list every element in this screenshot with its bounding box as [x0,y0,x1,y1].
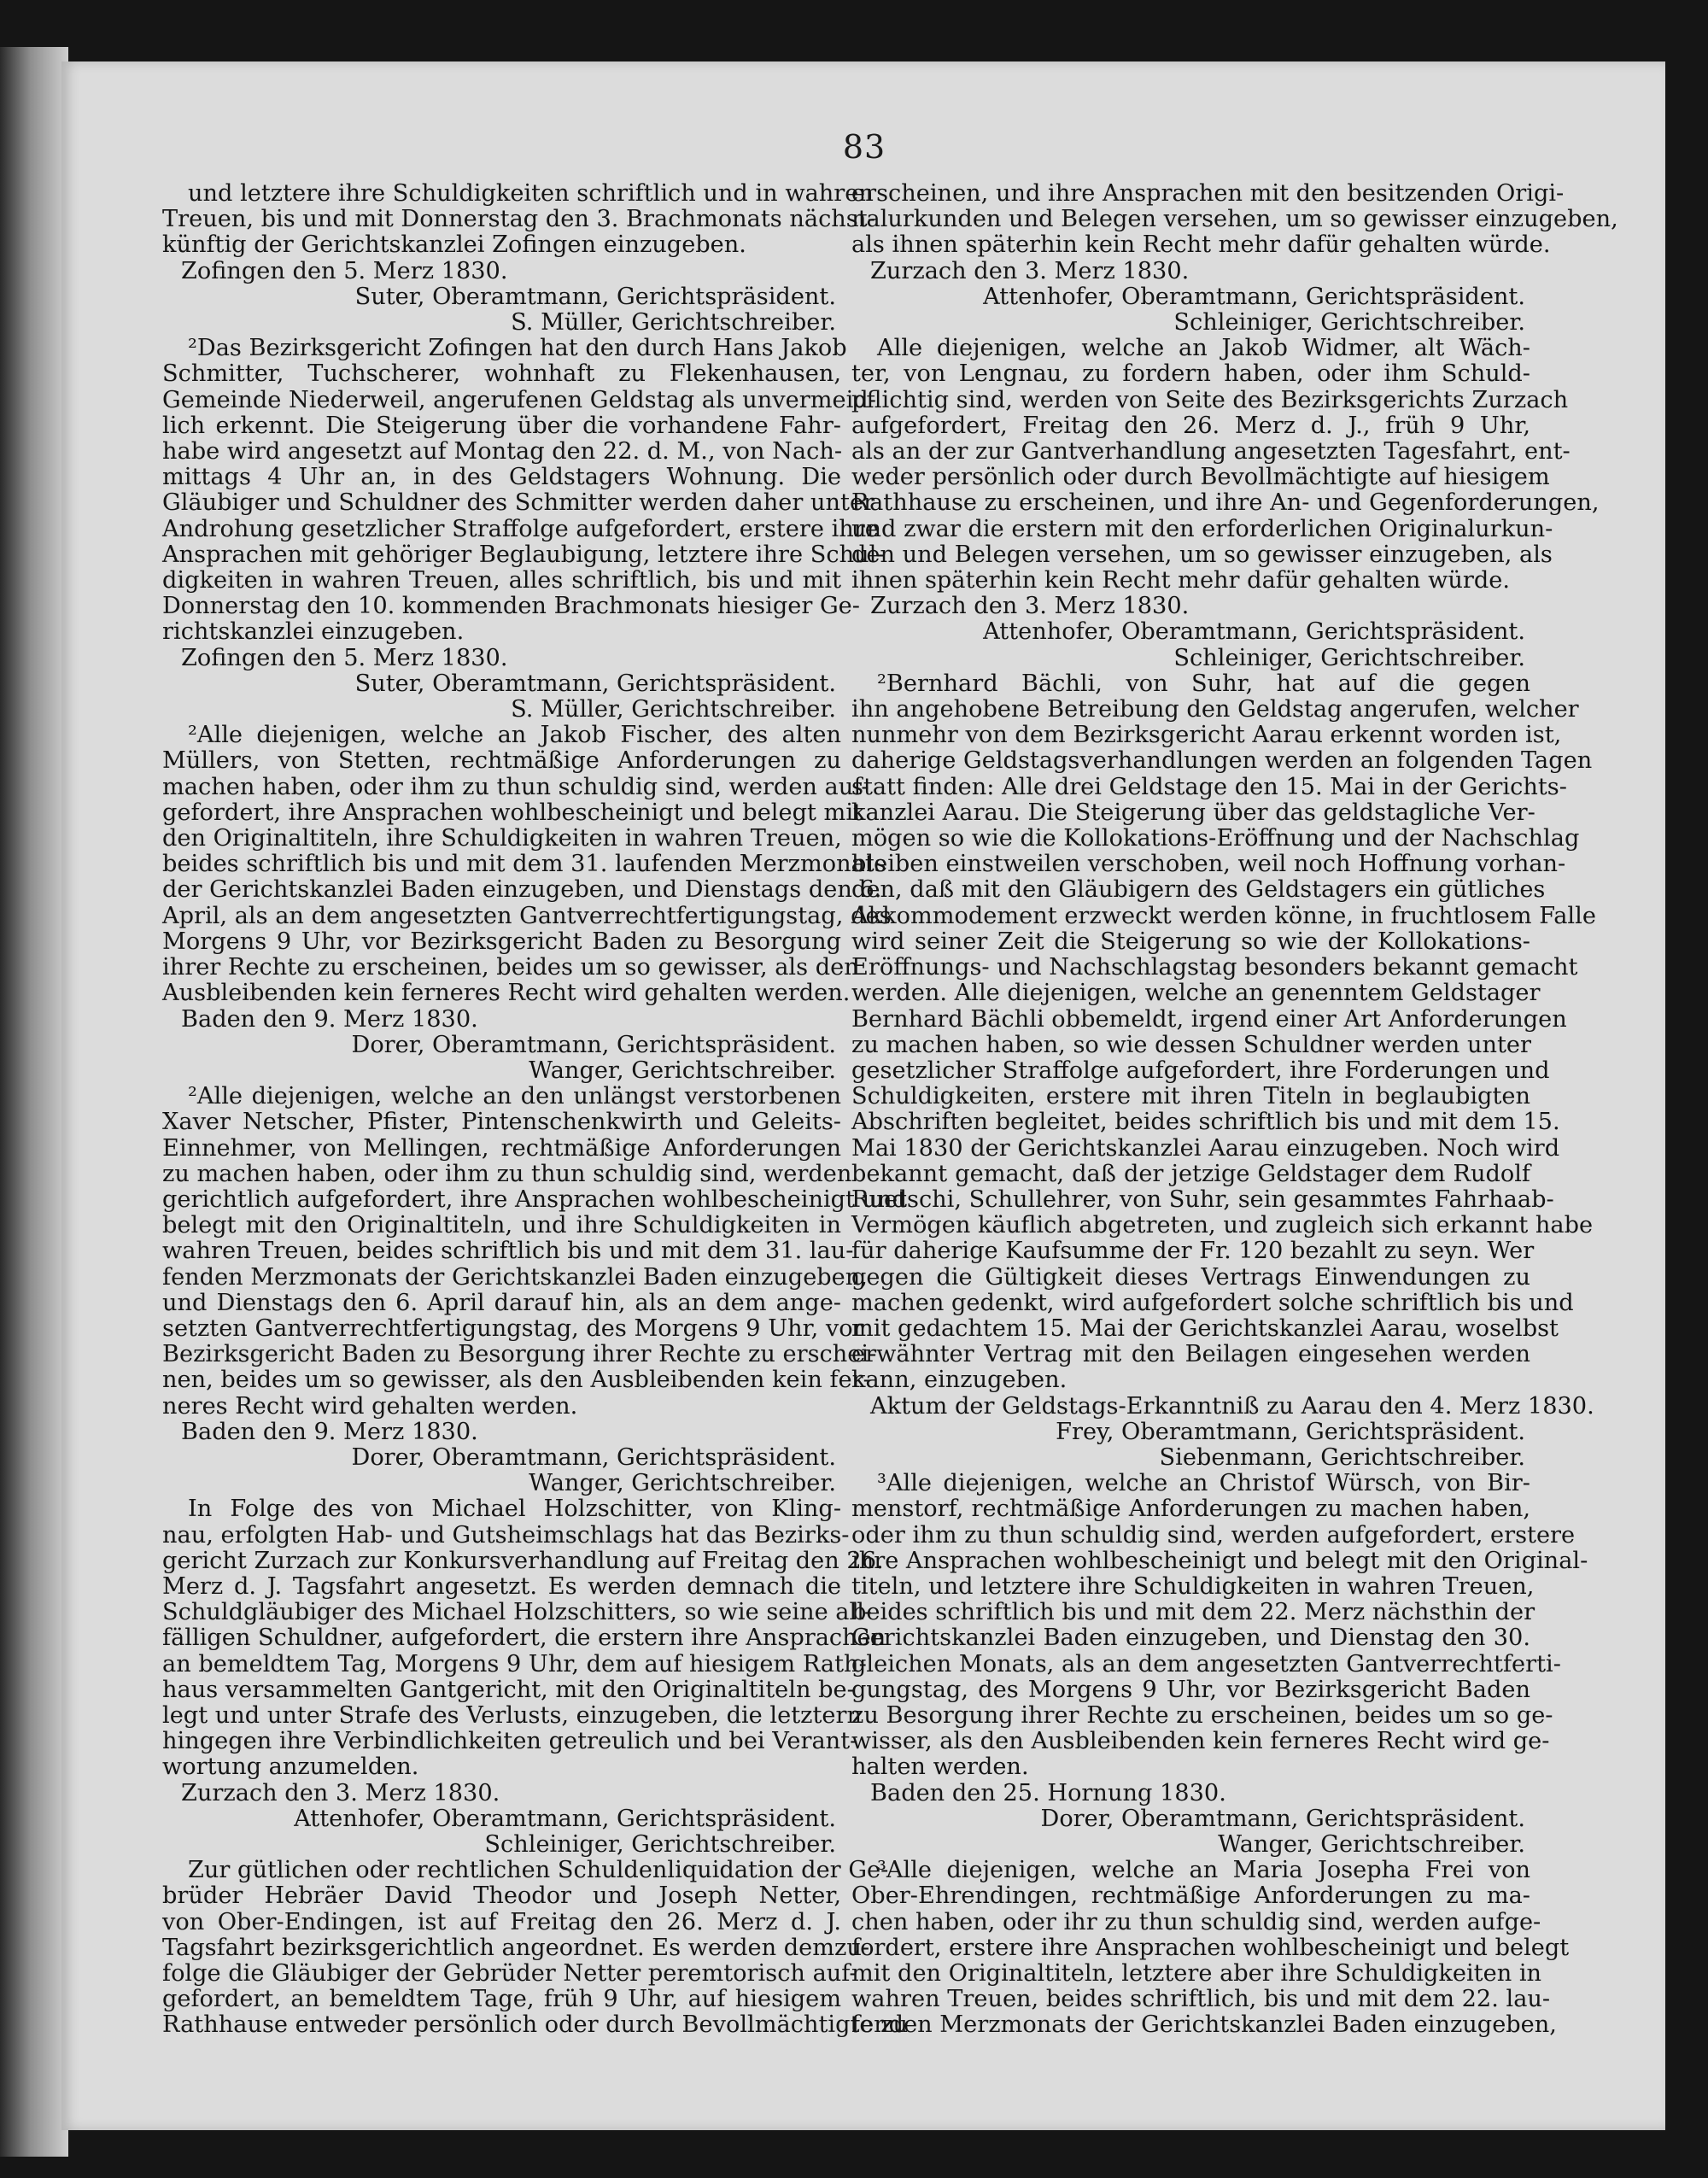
text-line: künftig der Gerichtskanzlei Zofingen einzugeben. [162,231,746,259]
signature-line: Wanger, Gerichtschreiber. [529,1057,836,1084]
text-line: Gemeinde Niederweil, angerufenen Geldstag als unvermeid- [162,386,876,413]
text-line: Mai 1830 der Gerichtskanzlei Aarau einzugeben. Noch wird [851,1134,1560,1162]
text-line: Eröffnungs- und Nachschlagstag besonders bekannt gemacht [851,954,1578,981]
text-line: haus versammelten Gantgericht, mit den Originaltiteln be- [162,1676,855,1703]
text-line: den, daß mit den Gläubigern des Geldstagers ein gütliches [851,876,1546,904]
text-line: folge die Gläubiger der Gebrüder Netter peremtorisch auf- [162,1960,857,1988]
text-line: ²Das Bezirksgericht Zofingen hat den durch Hans Jakob [188,335,847,362]
text-line: beides schriftlich bis und mit dem 31. laufenden Merzmonats [162,851,886,878]
text-line: machen gedenkt, wird aufgefordert solche schriftlich bis und [851,1289,1574,1316]
text-line: Ansprachen mit gehöriger Beglaubigung, letztere ihre Schul- [162,541,885,568]
notice-paragraph [851,1470,1588,1781]
text-line: gefordert, ihre Ansprachen wohlbescheinigt und belegt mit [162,799,863,826]
dateline: Zurzach den 3. Merz 1830. [870,257,1190,284]
dateline: Baden den 9. Merz 1830. [181,1005,478,1033]
dateline: Zurzach den 3. Merz 1830. [181,1779,500,1806]
signature-line: Suter, Oberamtmann, Gerichtspräsident. [354,670,836,697]
text-line: Gläubiger und Schuldner des Schmitter werden daher unter [162,489,875,517]
text-line: ihre Ansprachen wohlbescheinigt und belegt mit den Original- [851,1547,1588,1574]
text-line: den und Belegen versehen, um so gewisser einzugeben, als [851,541,1553,568]
text-line: belegt mit den Originaltiteln, und ihre Schuldigkeiten in [162,1212,841,1239]
notice-paragraph [162,180,875,259]
text-line: als an der zur Gantverhandlung angesetzten Tagesfahrt, ent- [851,438,1571,465]
text-line: wahren Treuen, beides schriftlich, bis und mit dem 22. lau- [851,1986,1551,2013]
text-line: mit gedachtem 15. Mai der Gerichtskanzlei Aarau, woselbst [851,1314,1559,1342]
signature-line: Schleiniger, Gerichtschreiber. [484,1831,836,1858]
text-line: nen, beides um so gewisser, als den Ausbleibenden kein fer- [162,1367,871,1394]
text-line: gerichtlich aufgefordert, ihre Ansprachen wohlbescheinigt und [162,1186,908,1213]
text-line: Ausbleibenden kein ferneres Recht wird gehalten werden. [162,980,851,1007]
notice-paragraph [162,1857,908,2039]
signature-line: Schleiniger, Gerichtschreiber. [1173,309,1525,337]
text-line: Müllers, von Stetten, rechtmäßige Anforderungen zu [162,747,841,775]
dateline: Aktum der Geldstags-Erkanntniß zu Aarau den 4. Merz 1830. [870,1392,1594,1420]
text-line: zu machen haben, so wie dessen Schuldner werden unter [851,1031,1531,1058]
signature-line: Suter, Oberamtmann, Gerichtspräsident. [354,283,836,310]
text-line: und letztere ihre Schuldigkeiten schriftlich und in wahren [188,180,874,207]
text-line: gegen die Gültigkeit dieses Vertrags Einwendungen zu [851,1263,1530,1291]
text-line: Schmitter, Tuchscherer, wohnhaft zu Flekenhausen, [162,360,841,388]
notice-paragraph [851,1857,1570,2039]
text-line: legt und unter Strafe des Verlusts, einzugeben, die letztern [162,1701,862,1729]
text-line: Merz d. J. Tagsfahrt angesetzt. Es werden demnach die [162,1572,841,1600]
signature-line: Attenhofer, Oberamtmann, Gerichtspräsident. [294,1805,836,1832]
text-line: brüder Hebräer David Theodor und Joseph Netter, [162,1882,841,1910]
signature-line: Dorer, Oberamtmann, Gerichtspräsident. [351,1443,836,1471]
signature-line: Schleiniger, Gerichtschreiber. [1173,644,1525,671]
text-line: Ruetschi, Schullehrer, von Suhr, sein gesammtes Fahrhaab- [851,1186,1554,1213]
signature-line: S. Müller, Gerichtschreiber. [511,696,836,723]
text-line: ihnen späterhin kein Recht mehr dafür gehalten würde. [851,567,1510,594]
text-line: hingegen ihre Verbindlichkeiten getreulich und bei Verant- [162,1728,858,1755]
text-line: wisser, als den Ausbleibenden kein ferneres Recht wird ge- [851,1728,1550,1755]
text-line: Rathhause zu erscheinen, und ihre An- und Gegenforderungen, [851,489,1600,517]
text-line: statt finden: Alle drei Geldstage den 15. Mai in der Gerichts- [851,773,1567,800]
text-line: Bezirksgericht Baden zu Besorgung ihrer Rechte zu erschei- [162,1341,877,1368]
text-line: und zwar die erstern mit den erforderlichen Originalurkun- [851,515,1553,542]
text-line: erscheinen, und ihre Ansprachen mit den besitzenden Origi- [851,180,1565,207]
text-line: erwähnter Vertrag mit den Beilagen eingesehen werden [851,1341,1530,1368]
notice-paragraph [162,722,892,1007]
signature-line: Frey, Oberamtmann, Gerichtspräsident. [1056,1418,1525,1445]
text-line: Gerichtskanzlei Baden einzugeben, und Dienstag den 30. [851,1625,1530,1652]
notice-paragraph [851,335,1600,594]
text-line: neres Recht wird gehalten werden. [162,1392,578,1420]
text-line: Bernhard Bächli obbemeldt, irgend einer Art Anforderungen [851,1005,1567,1033]
dateline: Baden den 25. Hornung 1830. [870,1779,1226,1806]
text-line: Donnerstag den 10. kommenden Brachmonats hiesiger Ge- [162,593,860,620]
notice-paragraph [851,670,1596,1394]
text-line: digkeiten in wahren Treuen, alles schriftlich, bis und mit [162,567,841,594]
text-line: Xaver Netscher, Pfister, Pintenschenkwirth und Geleits- [162,1109,841,1136]
dateline: Zurzach den 3. Merz 1830. [870,593,1190,620]
text-line: mögen so wie die Kollokations-Eröffnung und der Nachschlag [851,825,1580,852]
text-line: ³Alle diejenigen, welche an Maria Josepha Frei von [877,1857,1530,1884]
text-line: den Originaltiteln, ihre Schuldigkeiten in wahren Treuen, [162,825,842,852]
text-line: Akkommodement erzweckt werden könne, in fruchtlosem Falle [851,902,1596,929]
signature-line: Attenhofer, Oberamtmann, Gerichtspräsident. [983,618,1525,646]
text-line: pflichtig sind, werden von Seite des Bezirksgerichts Zurzach [851,386,1569,413]
text-line: kann, einzugeben. [851,1367,1068,1394]
text-line: Schuldgläubiger des Michael Holzschitters, so wie seine all- [162,1599,873,1626]
text-line: halten werden. [851,1754,1029,1781]
text-line: fälligen Schuldner, aufgefordert, die erstern ihre Ansprachen [162,1625,886,1652]
text-line: Zur gütlichen oder rechtlichen Schuldenliquidation der Ge- [188,1857,889,1884]
text-line: mit den Originaltiteln, letztere aber ihre Schuldigkeiten in [851,1960,1542,1988]
text-line: aufgefordert, Freitag den 26. Merz d. J., früh 9 Uhr, [851,412,1530,439]
text-line: ³Alle diejenigen, welche an Christof Würsch, von Bir- [877,1470,1530,1497]
notice-paragraph [851,180,1618,259]
text-line: Einnehmer, von Mellingen, rechtmäßige Anforderungen [162,1134,841,1162]
text-line: richtskanzlei einzugeben. [162,618,465,646]
right-column [851,180,1618,2039]
signature-line: Siebenmann, Gerichtschreiber. [1159,1443,1525,1471]
text-line: für daherige Kaufsumme der Fr. 120 bezahlt zu seyn. Wer [851,1238,1535,1265]
text-line: fenden Merzmonats der Gerichtskanzlei Baden einzugeben, [851,2011,1557,2039]
text-line: an bemeldtem Tag, Morgens 9 Uhr, dem auf hiesigem Rath- [162,1650,867,1677]
book-gutter [0,47,68,2157]
text-line: zu machen haben, oder ihm zu thun schuldig sind, werden [162,1160,852,1187]
text-line: Treuen, bis und mit Donnerstag den 3. Brachmonats nächst- [162,206,875,233]
text-line: daherige Geldstagsverhandlungen werden an folgenden Tagen [851,747,1593,775]
notice-paragraph [162,1496,886,1781]
text-line: mittags 4 Uhr an, in des Geldstagers Wohnung. Die [162,464,841,491]
text-line: gesetzlicher Straffolge aufgefordert, ihre Forderungen und [851,1057,1550,1084]
text-line: oder ihm zu thun schuldig sind, werden aufgefordert, erstere [851,1521,1576,1549]
text-line: setzten Gantverrechtfertigungstag, des Morgens 9 Uhr, vor [162,1314,864,1342]
signature-line: Wanger, Gerichtschreiber. [1218,1831,1525,1858]
text-line: fordert, erstere ihre Ansprachen wohlbescheinigt und belegt [851,1934,1570,1961]
text-line: ihn angehobene Betreibung den Geldstag angerufen, welcher [851,696,1579,723]
signature-line: Dorer, Oberamtmann, Gerichtspräsident. [351,1031,836,1058]
text-line: ²Bernhard Bächli, von Suhr, hat auf die gegen [877,670,1530,697]
text-line: ter, von Lengnau, zu fordern haben, oder ihm Schuld- [851,360,1530,388]
text-line: ²Alle diejenigen, welche an Jakob Fischer, des alten [188,722,841,749]
page-number: 83 [842,128,886,166]
text-line: April, als an dem angesetzten Gantverrechtfertigungstag, des [162,902,892,929]
dateline: Baden den 9. Merz 1830. [181,1418,478,1445]
notice-paragraph [162,1083,908,1420]
text-line: In Folge des von Michael Holzschitter, von Kling- [188,1496,841,1523]
signature-line: Dorer, Oberamtmann, Gerichtspräsident. [1040,1805,1525,1832]
text-line: ²Alle diejenigen, welche an den unlängst verstorbenen [188,1083,841,1110]
text-line: Rathhause entweder persönlich oder durch Bevollmächtigte zu [162,2011,908,2039]
text-line: Vermögen käuflich abgetreten, und zugleich sich erkannt habe [851,1212,1594,1239]
text-line: gefordert, an bemeldtem Tage, früh 9 Uhr, auf hiesigem [162,1986,841,2013]
text-line: kanzlei Aarau. Die Steigerung über das geldstagliche Ver- [851,799,1535,826]
signature-line: Attenhofer, Oberamtmann, Gerichtspräsident. [983,283,1525,310]
dateline: Zofingen den 5. Merz 1830. [181,257,508,284]
text-line: Alle diejenigen, welche an Jakob Widmer, alt Wäch- [877,335,1530,362]
text-line: nalurkunden und Belegen versehen, um so gewisser einzugeben, [851,206,1618,233]
text-line: fenden Merzmonats der Gerichtskanzlei Baden einzugeben, [162,1263,868,1291]
text-line: wahren Treuen, beides schriftlich bis und mit dem 31. lau- [162,1238,854,1265]
newspaper-page [61,61,1665,2130]
text-line: menstorf, rechtmäßige Anforderungen zu machen haben, [851,1496,1530,1523]
text-line: Abschriften begleitet, beides schriftlich bis und mit dem 15. [851,1109,1560,1136]
text-line: beides schriftlich bis und mit dem 22. Merz nächsthin der [851,1599,1535,1626]
text-line: bleiben einstweilen verschoben, weil noch Hoffnung vorhan- [851,851,1566,878]
text-line: wird seiner Zeit die Steigerung so wie der Kollokations- [851,928,1530,955]
left-column [162,180,908,2039]
text-line: bekannt gemacht, daß der jetzige Geldstager dem Rudolf [851,1160,1530,1187]
text-line: Tagsfahrt bezirksgerichtlich angeordnet. Es werden demzu- [162,1934,870,1961]
text-line: nunmehr von dem Bezirksgericht Aarau erkennt worden ist, [851,722,1562,749]
text-line: Ober-Ehrendingen, rechtmäßige Anforderungen zu ma- [851,1882,1530,1910]
text-line: wortung anzumelden. [162,1754,419,1781]
text-line: gericht Zurzach zur Konkursverhandlung auf Freitag den 26. [162,1547,884,1574]
notice-paragraph [162,335,885,646]
text-line: nau, erfolgten Hab- und Gutsheimschlags hat das Bezirks- [162,1521,850,1549]
text-line: und Dienstags den 6. April darauf hin, als an dem ange- [162,1289,841,1316]
text-line: gleichen Monats, als an dem angesetzten Gantverrechtferti- [851,1650,1561,1677]
text-line: lich erkennt. Die Steigerung über die vorhandene Fahr- [162,412,841,439]
text-line: titeln, und letztere ihre Schuldigkeiten in wahren Treuen, [851,1572,1535,1600]
text-line: der Gerichtskanzlei Baden einzugeben, und Dienstags den 6. [162,876,882,904]
text-line: Androhung gesetzlicher Straffolge aufgefordert, erstere ihre [162,515,879,542]
text-line: habe wird angesetzt auf Montag den 22. d. M., von Nach- [162,438,843,465]
text-line: Schuldigkeiten, erstere mit ihren Titeln in beglaubigten [851,1083,1530,1110]
signature-line: S. Müller, Gerichtschreiber. [511,309,836,337]
text-line: als ihnen späterhin kein Recht mehr dafür gehalten würde. [851,231,1551,259]
text-line: Morgens 9 Uhr, vor Bezirksgericht Baden zu Besorgung [162,928,841,955]
text-line: ihrer Rechte zu erscheinen, beides um so gewisser, als den [162,954,859,981]
text-line: von Ober-Endingen, ist auf Freitag den 26. Merz d. J. [162,1908,841,1935]
text-line: zu Besorgung ihrer Rechte zu erscheinen, beides um so ge- [851,1701,1553,1729]
text-line: gungstag, des Morgens 9 Uhr, vor Bezirksgericht Baden [851,1676,1530,1703]
text-line: werden. Alle diejenigen, welche an genenntem Geldstager [851,980,1541,1007]
text-line: machen haben, oder ihm zu thun schuldig sind, werden auf- [162,773,869,800]
text-line: chen haben, oder ihr zu thun schuldig sind, werden aufge- [851,1908,1541,1935]
dateline: Zofingen den 5. Merz 1830. [181,644,508,671]
text-line: weder persönlich oder durch Bevollmächtigte auf hiesigem [851,464,1550,491]
signature-line: Wanger, Gerichtschreiber. [529,1470,836,1497]
